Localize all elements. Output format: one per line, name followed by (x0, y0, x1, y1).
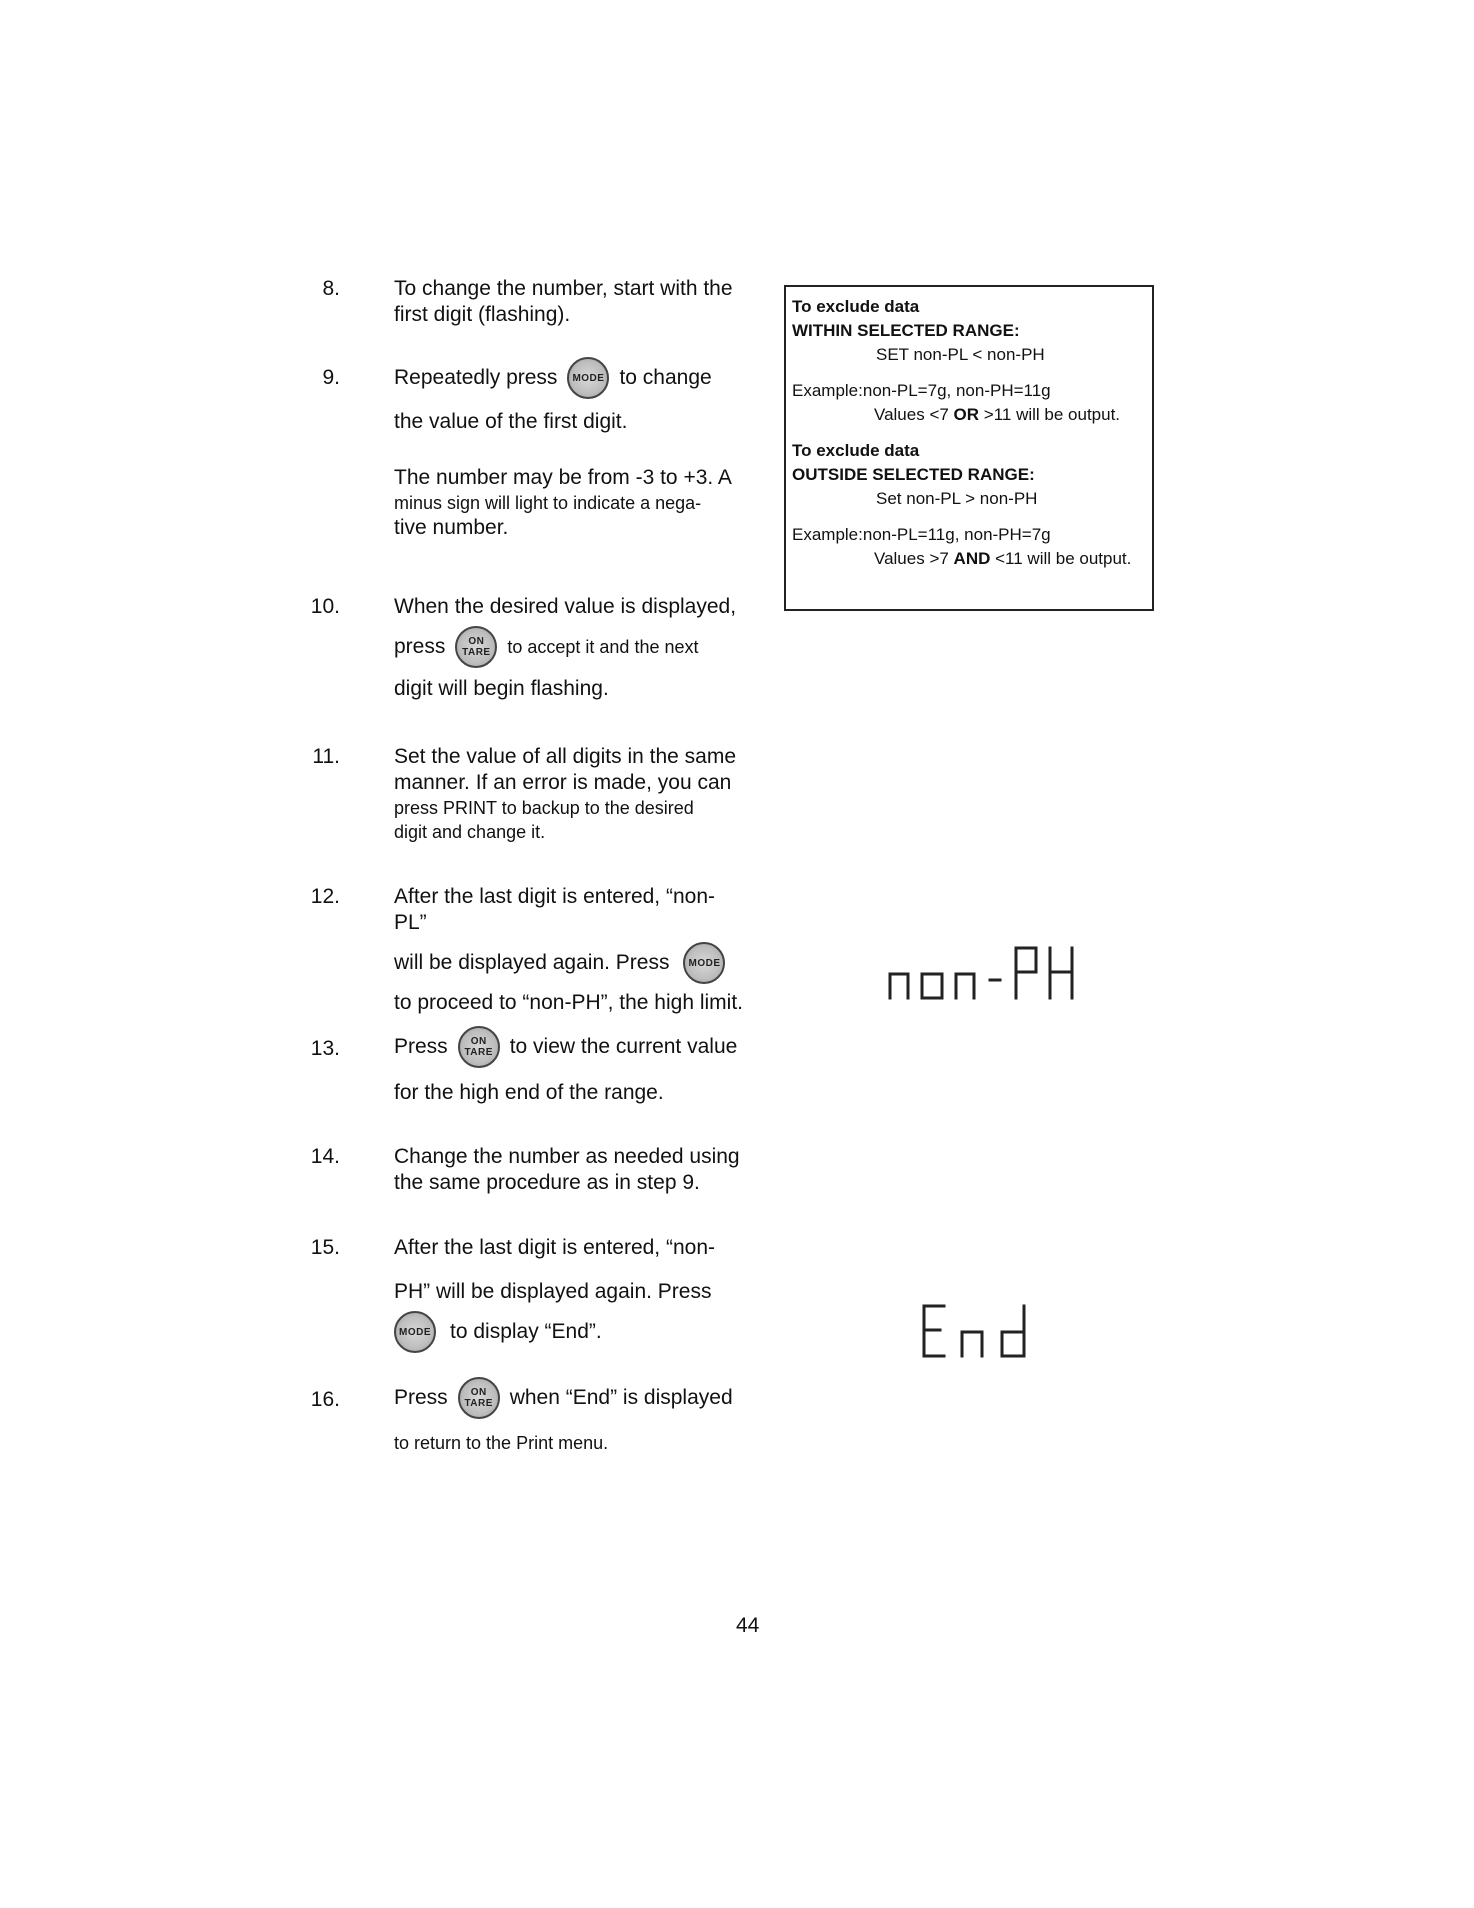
lcd-display-end (920, 1296, 1050, 1366)
step-number: 14. (310, 1145, 340, 1168)
step-text: to accept it and the next (507, 637, 699, 657)
step-text: when “End” is displayed (509, 1386, 733, 1409)
step-number: 15. (310, 1236, 340, 1259)
step-text: Press (394, 1035, 448, 1058)
box-output: Values >7 AND <11 will be output. (874, 549, 1132, 568)
box-heading: To exclude data (792, 297, 920, 316)
step-number: 13. (310, 1037, 340, 1060)
step-10 (310, 594, 746, 702)
step-text: digit and change it. (394, 822, 546, 842)
on-tare-button-icon: ON TARE (458, 1377, 500, 1419)
step-text: When the desired value is displayed, (394, 595, 737, 618)
step-text: PH” will be displayed again. Press (394, 1280, 712, 1303)
step-text: press (394, 635, 446, 658)
step-11 (312, 744, 746, 844)
step-number: 9. (322, 366, 340, 389)
step-text: the value of the first digit. (394, 410, 628, 433)
step-13 (310, 1024, 746, 1106)
step-text: the same procedure as in step 9. (394, 1171, 700, 1194)
step-14 (310, 1144, 746, 1196)
on-tare-button-icon: ON TARE (455, 626, 497, 668)
on-tare-button-icon: ON TARE (458, 1026, 500, 1068)
step-text: first digit (flashing). (394, 303, 571, 326)
step-note: tive number. (394, 516, 509, 539)
step-text: to view the current value (509, 1035, 738, 1058)
step-number: 11. (312, 745, 340, 768)
step-text: to change (619, 366, 712, 389)
step-number: 10. (310, 595, 340, 618)
box-rule: Set non-PL > non-PH (876, 489, 1038, 508)
step-number: 12. (310, 885, 340, 908)
step-text: Press (394, 1386, 448, 1409)
step-8 (322, 276, 746, 328)
mode-button-icon: MODE (683, 942, 725, 984)
box-rule: SET non-PL < non-PH (876, 345, 1045, 364)
step-text: to proceed to “non-PH”, the high limit. (394, 991, 744, 1014)
step-text: digit will begin flashing. (394, 677, 609, 700)
step-number: 8. (322, 277, 340, 300)
box-heading: To exclude data (792, 441, 920, 460)
step-text: manner. If an error is made, you can (394, 771, 732, 794)
step-text: press PRINT to backup to the desired (394, 798, 694, 818)
step-12 (310, 884, 746, 1016)
step-text: To change the number, start with the (394, 277, 733, 300)
mode-button-icon: MODE (394, 1311, 436, 1353)
box-example: Example:non-PL=7g, non-PH=11g (792, 381, 1051, 400)
step-note: minus sign will light to indicate a nega- (394, 493, 702, 513)
step-text: for the high end of the range. (394, 1081, 664, 1104)
step-number: 16. (310, 1388, 340, 1411)
step-15 (310, 1235, 746, 1355)
step-text: Set the value of all digits in the same (394, 745, 737, 768)
page-number: 44 (736, 1614, 760, 1637)
box-output: Values <7 OR >11 will be output. (874, 405, 1121, 424)
step-text: Change the number as needed using (394, 1145, 740, 1168)
step-text: to return to the Print menu. (394, 1433, 609, 1453)
mode-button-icon: MODE (567, 357, 609, 399)
box-heading: WITHIN SELECTED RANGE: (792, 321, 1020, 340)
step-note: The number may be from -3 to +3. A (394, 466, 732, 489)
step-text: will be displayed again. Press (394, 951, 670, 974)
box-heading: OUTSIDE SELECTED RANGE: (792, 465, 1035, 484)
step-text: to display “End”. (450, 1320, 602, 1343)
range-info-box (784, 285, 1154, 611)
step-text: Repeatedly press (394, 366, 558, 389)
step-text: After the last digit is entered, “non-PL” (394, 885, 715, 934)
lcd-display-non-ph (886, 938, 1086, 1008)
box-example: Example:non-PL=11g, non-PH=7g (792, 525, 1051, 544)
step-9 (322, 355, 746, 541)
step-text: After the last digit is entered, “non- (394, 1236, 715, 1259)
step-16 (310, 1375, 746, 1455)
